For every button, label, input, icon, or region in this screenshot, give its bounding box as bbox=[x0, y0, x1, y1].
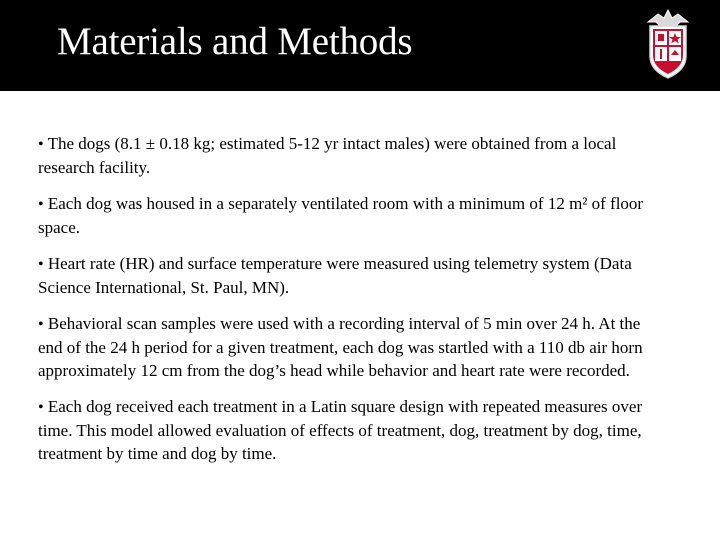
bullet-item bbox=[38, 312, 668, 382]
bullet-item bbox=[38, 395, 668, 465]
university-seal-icon bbox=[640, 8, 696, 80]
bullet-mark: • bbox=[38, 196, 44, 213]
page-title: Materials and Methods bbox=[57, 20, 413, 63]
bullet-text: Each dog was housed in a separately ventilated room with a minimum of 12 m² of floor space. bbox=[38, 194, 644, 237]
bullet-mark: • bbox=[38, 316, 44, 333]
bullet-text: The dogs (8.1 ± 0.18 kg; estimated 5-12 yr intact males) were obtained from a local research facility. bbox=[38, 134, 617, 177]
bullet-item bbox=[38, 252, 668, 299]
bullet-text: Behavioral scan samples were used with a recording interval of 5 min over 24 h. At the end of the 24 h period for a given treatment, each dog was startled with a 110 db air horn approximately 12 cm from the dog’s head while behavior and heart rate were recorded. bbox=[38, 314, 643, 380]
bullet-item bbox=[38, 192, 668, 239]
title-bar bbox=[0, 0, 720, 91]
bullet-mark: • bbox=[38, 136, 44, 153]
bullet-text: Each dog received each treatment in a Latin square design with repeated measures over time. This model allowed evaluation of effects of treatment, dog, treatment by dog, time, treatment by time and dog by time. bbox=[38, 397, 643, 463]
bullet-list bbox=[38, 132, 668, 478]
bullet-mark: • bbox=[38, 256, 44, 273]
bullet-text: Heart rate (HR) and surface temperature were measured using telemetry system (Data Science International, St. Paul, MN). bbox=[38, 254, 632, 297]
bullet-mark: • bbox=[38, 399, 44, 416]
bullet-item bbox=[38, 132, 668, 179]
